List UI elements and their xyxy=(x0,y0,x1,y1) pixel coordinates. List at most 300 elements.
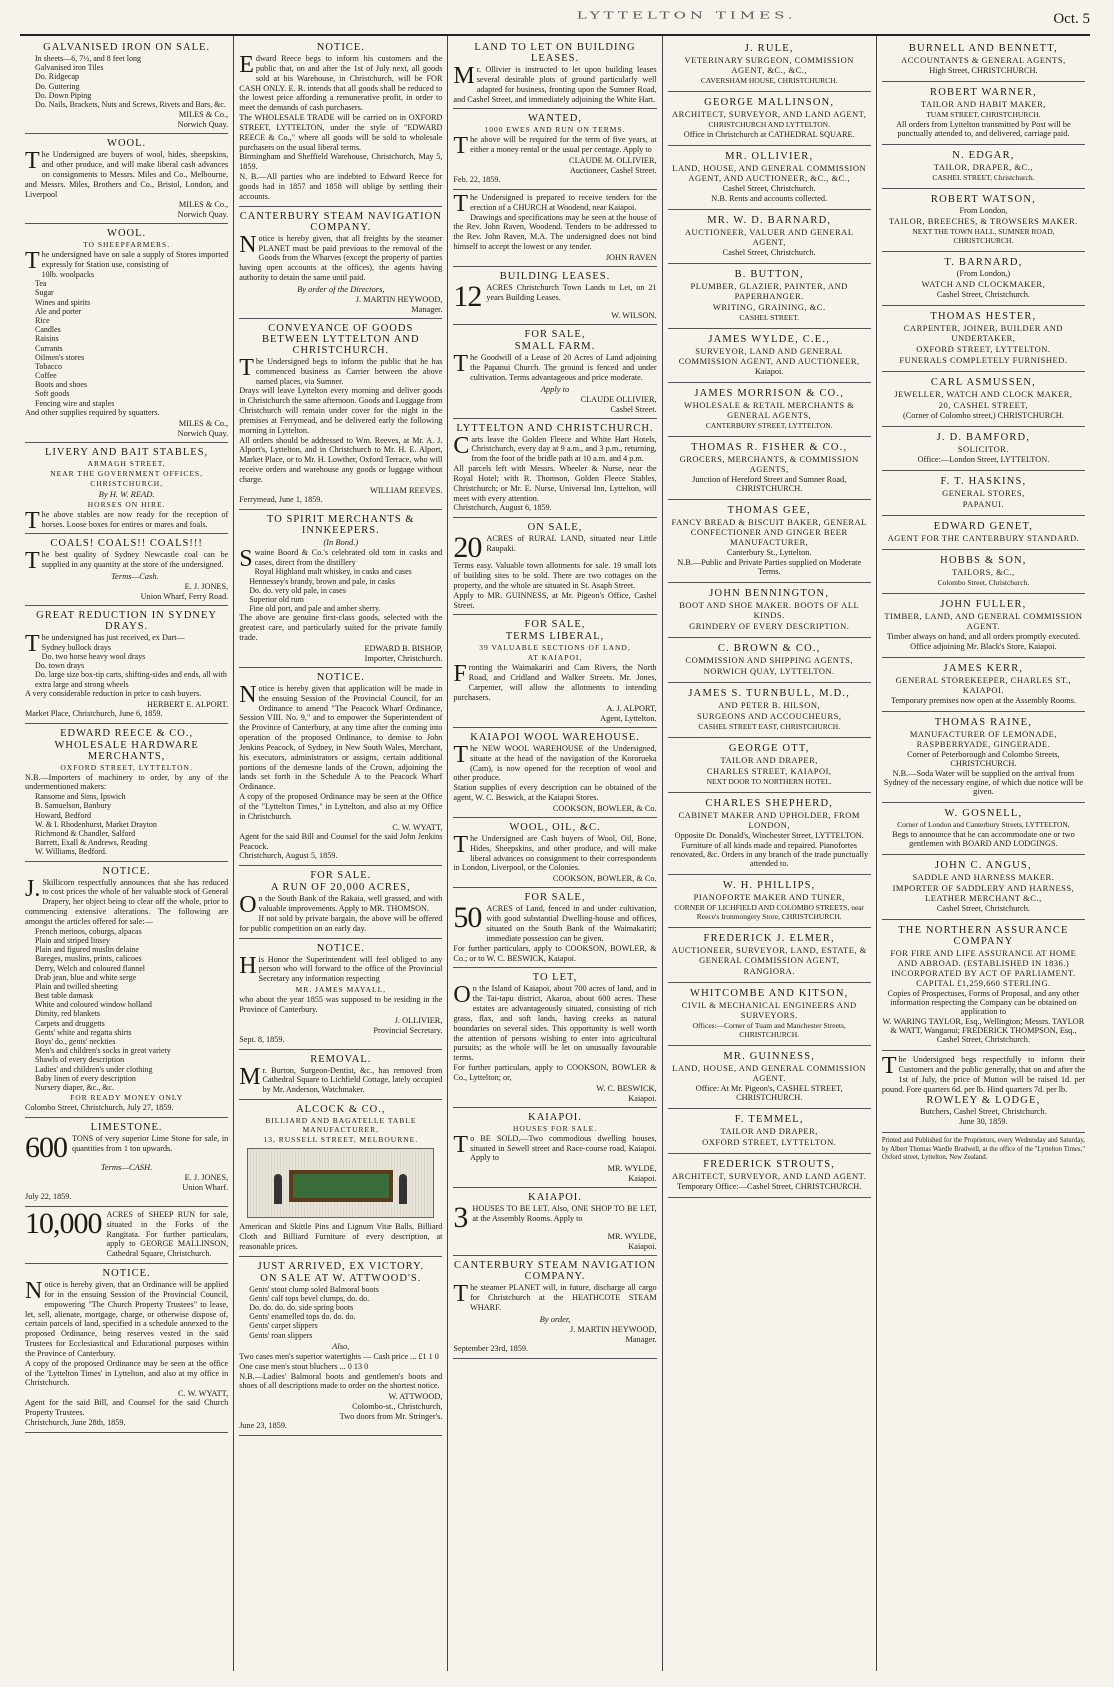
business-line-2: GRINDERY OF EVERY DESCRIPTION. xyxy=(689,621,850,631)
ad-body-3: All orders should be addressed to Wm. Reeves, at Mr. A. J. Alport's, Lyttelton, and in Christchurch to Mr. H. E. Alport, Market Place, or to Mr. H. Lowther, Oxford Terrace, who will receive orders and warehouse any goods or luggage without charge. xyxy=(239,435,443,484)
business-note: N.B. Rents and accounts collected. xyxy=(711,194,828,203)
list-item: Richmond & Chandler, Salford xyxy=(35,828,136,838)
list-item: Carpets and druggetts xyxy=(35,1018,105,1028)
list-item: Men's and children's socks in great variety xyxy=(35,1046,171,1056)
business-name: GEORGE MALLINSON, xyxy=(704,97,835,108)
business-name: JAMES S. TURNBULL, M.D., xyxy=(688,688,851,699)
signature-role: Agent, Lyttelton. xyxy=(600,713,657,723)
ad-subtitle: (In Bond.) xyxy=(323,536,359,547)
ad-building-leases xyxy=(453,267,656,325)
list-item: B. Samuelson, Banbury xyxy=(35,801,111,811)
ad-body: Notice is hereby given, that all freights by the steamer PLANET must be paid previous to the removal of the Goods from the Wharves (except the property of parties having open accounts at the offices), the agents having authority to detain the same until paid. xyxy=(239,231,443,283)
business-card xyxy=(668,983,871,1046)
ad-body-2: The WHOLESALE TRADE will be carried on in OXFORD STREET, LYTTELTON, under the style of "EDWARD REECE & Co.," where all goods will be sold to wholesale purchasers on the usual liberal terms. xyxy=(239,113,443,152)
ad-body: ACRES of Land, fenced in and under cultivation, with good substantial Dwelling-house and offices, situated on the South Bank of the Waimakariri; immediate possession can be given. xyxy=(486,904,657,943)
ad-houses-for-sale xyxy=(453,1108,656,1189)
signature: J. MARTIN HEYWOOD, xyxy=(569,1324,657,1334)
ad-line: CHRISTCHURCH, xyxy=(90,478,163,488)
business-card xyxy=(668,638,871,683)
signature: COOKSON, BOWLER, & Co. xyxy=(552,874,657,884)
business-card xyxy=(668,92,871,146)
signature-place: Kaiapoi. xyxy=(628,1242,657,1252)
ad-number: 20 xyxy=(453,531,482,565)
list-item: Superior old rum xyxy=(249,594,304,604)
ad-body-2: who about the year 1855 was supposed to be residing in the Province of Canterbury. xyxy=(239,995,443,1014)
ad-name: MR. JAMES MAYALL, xyxy=(295,985,387,995)
business-address: Temporary Office:—Cashel Street, CHRISTCHURCH. xyxy=(677,1182,862,1191)
list-item: In sheets—6, 7½, and 8 feet long xyxy=(35,54,141,63)
player-figure xyxy=(274,1174,282,1204)
player-figure xyxy=(399,1174,407,1204)
ad-body: The Undersigned begs to inform the public that he has commenced business as Carrier between the above named places, via Sumner. xyxy=(239,354,443,386)
ad-subtitle: HORSES ON HIRE. xyxy=(87,499,166,509)
ad-also: Also, xyxy=(332,1340,350,1351)
list-item: Tobacco xyxy=(35,361,62,371)
business-line: SADDLE AND HARNESS MAKER. xyxy=(912,872,1055,882)
business-line: FANCY BREAD & BISCUIT BAKER, GENERAL CONFECTIONER AND GINGER BEER MANUFACTURER, xyxy=(671,517,867,547)
business-line: AUCTIONEER, VALUER AND GENERAL AGENT, xyxy=(684,227,854,247)
ad-title: FOR SALE, xyxy=(524,892,586,904)
business-name: WHITCOMBE AND KITSON, xyxy=(689,988,849,999)
ad-note: N. B.—All parties who are indebted to Edward Reece for goods had in 1857 and 1858 will oblige by settling their accounts. xyxy=(239,172,443,201)
ad-title: CANTERBURY STEAM NAVIGATION COMPANY. xyxy=(239,210,442,233)
signature: JOHN RAVEN xyxy=(605,252,657,262)
ad-body-2: Station supplies of every description can be obtained of the agent, W. C. Beswick, at the Kaiapoi Stores. xyxy=(453,783,657,803)
signature-role: Agent for the said Bill, and Counsel for the said Church Property Trustees. xyxy=(25,1398,229,1418)
list-item: Tea xyxy=(35,279,47,289)
ad-title-2: TERMS LIBERAL, xyxy=(505,631,605,643)
business-name: MR. GUINNESS, xyxy=(723,1051,816,1062)
ad-body: Mr. Burton, Surgeon-Dentist, &c., has removed from Cathedral Square to Lichfield Cottage, lately occupied by Mr. Anderson, Watchmaker. xyxy=(239,1063,443,1095)
business-card xyxy=(882,38,1085,82)
business-address: PAPANUI. xyxy=(962,499,1005,509)
list-item: W. & I. Rhodenhurst, Market Drayton xyxy=(35,819,157,829)
signature: MILES & Co., xyxy=(178,418,229,428)
ad-body-2: Terms easy. Valuable town allotments for sale. 19 small lots of building sites to be sold. There are two cottages on the property, and the whole are situated in St. Asaph Street. xyxy=(453,561,657,590)
ad-body: Fronting the Waimakariri and Cam Rivers, the North Road, and Cridland and Walker Streets. Mr. Jones, Carpenter, will allow the allotments to intending purchasers. xyxy=(453,661,657,702)
ad-body: Two cases men's superior watertights — Cash price ... £1 1 0 xyxy=(239,1351,439,1361)
business-note: Furniture of all kinds made and repaired. Pianofortes renovated, &c. Orders in any branch of the trade punctually attended to. xyxy=(670,841,869,868)
business-name: T. BARNARD, xyxy=(944,257,1023,268)
ad-skillicorn xyxy=(25,862,228,1118)
ad-figure-row xyxy=(453,531,657,565)
signature: MILES & Co., xyxy=(178,200,229,210)
business-name: J. D. BAMFORD, xyxy=(936,432,1031,443)
ad-figure-row xyxy=(453,901,657,943)
list-item: Do. two horse heavy wool drays xyxy=(41,652,146,662)
business-card xyxy=(668,210,871,264)
signature: MR. WYLDE, xyxy=(607,1232,657,1242)
business-line: PLUMBER, GLAZIER, PAINTER, AND PAPERHANGER. xyxy=(690,281,848,301)
business-line: ARCHITECT, SURVEYOR, AND LAND AGENT, xyxy=(672,109,867,119)
signature: HERBERT E. ALPORT. xyxy=(146,699,229,709)
ad-title: LIMESTONE. xyxy=(90,1121,163,1133)
list-item: Barrett, Exall & Andrews, Reading xyxy=(35,838,148,848)
ad-title-2: SMALL FARM. xyxy=(514,340,596,352)
business-line: CIVIL & MECHANICAL ENGINEERS AND SURVEYORS. xyxy=(681,1000,857,1020)
business-address: Office:—London Street, LYTTELTON. xyxy=(917,455,1050,464)
ad-reece-notice xyxy=(239,38,442,207)
list-item: Fine old port, and pale and amber sherry. xyxy=(249,604,381,614)
ad-figure-row xyxy=(25,1130,229,1164)
business-address: TUAM STREET, CHRISTCHURCH. xyxy=(926,110,1041,119)
business-line: VETERINARY SURGEON, COMMISSION AGENT, &C., &C., xyxy=(684,55,854,75)
business-line: CARPENTER, JOINER, BUILDER AND UNDERTAKER, xyxy=(903,323,1064,343)
ad-body: HOUSES TO BE LET. Also, ONE SHOP TO BE LET, at the Assembly Rooms. Apply to xyxy=(472,1204,657,1224)
business-card xyxy=(668,793,871,875)
business-name: MR. OLLIVIER, xyxy=(725,151,814,162)
list-item: White and coloured window holland xyxy=(35,1000,152,1010)
business-address: NORWICH QUAY, LYTTELTON. xyxy=(703,666,835,676)
ad-date: Sept. 8, 1859. xyxy=(239,1034,285,1044)
item-list xyxy=(25,54,228,109)
business-note: Begs to announce that he can accommodate one or two gentlemen with BOARD AND LODGINGS. xyxy=(892,830,1075,848)
business-card xyxy=(668,583,871,638)
ad-subtitle: HOUSES FOR SALE. xyxy=(512,1123,598,1133)
business-name: CARL ASMUSSEN, xyxy=(930,377,1036,388)
ad-body: The above stables are now ready for the reception of horses. Loose boxes for entires or mares and foals. xyxy=(25,507,229,534)
list-item: Gents' white and regatta shirts xyxy=(35,1027,132,1037)
business-name: THE NORTHERN ASSURANCE COMPANY xyxy=(898,925,1069,947)
business-address: CASHEL STREET. xyxy=(739,313,799,322)
ad-title: EDWARD REECE & CO., xyxy=(60,727,194,739)
business-name: THOMAS RAINE, xyxy=(934,717,1033,728)
business-card xyxy=(668,38,871,92)
business-line: TAILORS, &C., xyxy=(952,567,1015,577)
ad-body: The Undersigned are Cash buyers of Wool, Oil, Bone, Hides, Sheepskins, and other produce, and will make liberal advances on consignment to their correspondents in London, Liverpool, or the Colonies. xyxy=(453,831,657,873)
business-line: AND PETER B. HILSON, xyxy=(718,700,821,710)
ad-date: Christchurch, June 28th, 1859. xyxy=(25,1418,126,1427)
ad-title: NOTICE. xyxy=(316,942,365,954)
business-line: AUCTIONEER, SURVEYOR, LAND, ESTATE, & GENERAL COMMISSION AGENT, xyxy=(671,945,867,965)
ad-body: The best quality of Sydney Newcastle coal can be supplied in any quantity at the store of the undersigned. xyxy=(25,548,229,575)
signature: CLAUDE OLLIVIER, xyxy=(580,394,657,404)
list-item: French merinos, coburgs, alpacas xyxy=(35,926,142,936)
list-item: Gents' carpet slippers xyxy=(249,1321,318,1331)
list-item: Oilmen's stores xyxy=(35,352,85,362)
business-address: Corner of London and Canterbury Streets, LYTTELTON, xyxy=(897,820,1070,829)
ad-title-4: AT KAIAPOI, xyxy=(527,653,583,663)
ad-date: Colombo Street, Christchurch, July 27, 1859. xyxy=(25,1103,174,1113)
column-1 xyxy=(20,36,234,1671)
list-item: Do. large size box-tip carts, shifting-sides and ends, all with extra large and strong wheels xyxy=(35,670,227,689)
list-item: Rice xyxy=(35,315,50,325)
ad-apply: Apply to xyxy=(540,383,570,394)
ad-tail: A very considerable reduction in price to cash buyers. xyxy=(25,688,202,698)
list-item: Best table damask xyxy=(35,991,94,1001)
ad-title: GALVANISED IRON ON SALE. xyxy=(43,42,211,53)
business-address: CORNER OF LICHFIELD AND COLOMBO STREETS, near Reece's Ironmongery Store, CHRISTCHURCH. xyxy=(674,903,865,921)
ad-tail: FOR READY MONEY ONLY xyxy=(70,1093,184,1103)
business-name: MR. W. D. BARNARD, xyxy=(707,215,832,226)
ad-body: On the Island of Kaiapoi, about 700 acres of land, and in the Tai-tapu district, Akaroa, about 600 acres. These estates are advantageously situated, consisting of rich grass, flax, and soft lands, having creeks as natural boundaries on several sides. This opportunity is well worth the attention of persons wishing to enter into agricultural pursuits; as the whole will be let on unusually favourable terms. xyxy=(453,982,657,1063)
ad-title: BUILDING LEASES. xyxy=(499,270,611,282)
list-item: Candles xyxy=(35,325,61,335)
business-name: ROWLEY & LODGE, xyxy=(926,1095,1041,1107)
business-address: Kaiapoi. xyxy=(755,367,784,376)
business-line: LAND, HOUSE, AND GENERAL COMMISSION AGENT. xyxy=(672,1063,867,1083)
ad-kaiapoi-sections xyxy=(453,615,656,727)
list-item: Ladies' and children's under clothing xyxy=(35,1064,153,1074)
ad-date: Market Place, Christchurch, June 6, 1859. xyxy=(25,708,163,718)
business-line: BOOT AND SHOE MAKER. BOOTS OF ALL KINDS. xyxy=(679,600,860,620)
business-name: BURNELL AND BENNETT, xyxy=(908,43,1058,54)
ad-body-2: All parcels left with Messrs. Wheeler & Nurse, near the Royal Hotel; with R. Thomson, Golden Fleece Stables, Christchurch; or Mr. E. Nurse, Universal Inn, Lyttelton, will meet with every attention. xyxy=(453,464,657,503)
business-line: MANUFACTURER OF LEMONADE, RASPBERRYADE, GINGERADE. xyxy=(909,729,1057,749)
column-4 xyxy=(663,36,877,1671)
ad-title-2: A RUN OF 20,000 ACRES, xyxy=(270,882,411,894)
business-line: ACCOUNTANTS & GENERAL AGENTS, xyxy=(901,55,1066,65)
ad-wool xyxy=(25,134,228,224)
signature-role: Manager. xyxy=(625,1334,657,1344)
business-address: CAVERSHAM HOUSE, CHRISTCHURCH. xyxy=(700,76,838,85)
ad-date: Birmingham and Sheffield Warehouse, Christchurch, May 5, 1859. xyxy=(239,152,443,172)
signature: W. C. BESWICK, xyxy=(596,1083,657,1093)
signature-place: Norwich Quay. xyxy=(177,428,229,438)
business-line-2: TAILOR, BREECHES, & TROWSERS MAKER. xyxy=(889,216,1078,226)
business-name: ROBERT WARNER, xyxy=(930,87,1037,98)
ad-subtitle: 1000 EWES AND RUN ON TERMS. xyxy=(484,125,626,135)
ad-body: The Goodwill of a Lease of 20 Acres of Land adjoining the Papanui Church. The ground is fenced and under cultivation. Terms advantageous and price moderate. xyxy=(453,350,657,382)
ad-galvanised-iron xyxy=(25,38,228,134)
business-line: AGENT FOR THE CANTERBURY STANDARD. xyxy=(887,533,1080,543)
business-address: CASHEL STREET, Christchurch. xyxy=(932,173,1035,182)
ad-figure-row xyxy=(453,279,657,313)
list-item: Plain and figured muslin delaine xyxy=(35,945,139,955)
list-item: Do. town drays xyxy=(35,661,85,671)
signature: MR. WYLDE, xyxy=(607,1164,657,1174)
signature-place: Union Wharf, Ferry Road. xyxy=(140,592,229,602)
business-name: JOHN BENNINGTON, xyxy=(709,588,830,599)
business-card xyxy=(882,855,1085,920)
business-address: Opposite Dr. Donald's, Winchester Street, LYTTELTON. xyxy=(674,831,864,840)
business-name: JOHN FULLER, xyxy=(940,599,1027,610)
list-item: Howard, Bedford xyxy=(35,810,91,820)
list-item: Hennessey's brandy, brown and pale, in casks xyxy=(249,576,395,586)
ad-date: Feb. 22, 1859. xyxy=(453,175,501,185)
business-address: OXFORD STREET, LYTTELTON. xyxy=(702,1137,837,1147)
business-address: Cashel Street, Christchurch. xyxy=(722,184,816,193)
business-card xyxy=(882,803,1085,855)
list-item: Gents' stout clump soled Balmoral boots xyxy=(249,1284,379,1294)
business-line-2: WRITING, GRAINING, &C. xyxy=(712,302,826,312)
business-card xyxy=(668,875,871,928)
ad-steam-heathcote xyxy=(453,1256,656,1358)
business-address: Junction of Hereford Street and Sumner Road, CHRISTCHURCH. xyxy=(692,475,847,493)
business-address: NEXT DOOR TO NORTHERN HOTEL. xyxy=(706,777,832,786)
business-name: JOHN C. ANGUS, xyxy=(935,860,1032,871)
signature: E. J. JONES, xyxy=(184,582,229,592)
business-card xyxy=(882,82,1085,145)
business-card xyxy=(882,372,1085,427)
ad-body-2: For further particulars, apply to COOKSON, BOWLER, & Co.; or to W. C. BESWICK, Kaiapoi. xyxy=(453,943,657,963)
ad-removal xyxy=(239,1050,442,1101)
ad-date: June 23, 1859. xyxy=(239,1421,287,1431)
ad-title: LIVERY AND BAIT STABLES, xyxy=(45,446,209,458)
ad-body: Carts leave the Golden Fleece and White Hart Hotels, Christchurch, every day at 9 a.m., and 3 p.m., returning, from the foot of the bridle path at 10 a.m. and 4 p.m. xyxy=(453,432,657,464)
business-name: W. GOSNELL, xyxy=(944,808,1023,819)
billiard-table xyxy=(289,1170,393,1203)
business-line: SURVEYOR, LAND AND GENERAL COMMISSION AGENT, AND AUCTIONEER, xyxy=(678,346,860,366)
ad-title: TO LET, xyxy=(532,972,578,984)
business-address: CANTERBURY STREET, LYTTELTON. xyxy=(705,421,833,430)
business-card xyxy=(882,145,1085,189)
business-name: JAMES WYLDE, C.E., xyxy=(708,334,831,345)
business-line: TIMBER, LAND, AND GENERAL COMMISSION AGENT. xyxy=(884,611,1083,631)
column-2 xyxy=(234,36,448,1671)
ad-address: 13, RUSSELL STREET, MELBOURNE. xyxy=(263,1135,419,1145)
business-card xyxy=(882,920,1085,1051)
signature: WILLIAM REEVES. xyxy=(370,485,443,495)
business-card xyxy=(668,264,871,329)
business-card xyxy=(668,383,871,437)
list-item: Baby linen of every description xyxy=(35,1073,136,1083)
ad-terms: Terms—Cash. xyxy=(111,571,159,582)
business-address: High Street, CHRISTCHURCH. xyxy=(929,66,1038,75)
business-note: All orders from Lyttelton transmitted by Post will be punctually attended to, and delivered, carriage paid. xyxy=(896,120,1071,138)
business-address: Cashel Street, Christchurch. xyxy=(936,904,1030,913)
ad-body: Edward Reece begs to inform his customers and the public that, on and after the 1st of July next, all goods sold at his Warehouse, in Christchurch, will be FOR CASH ONLY. E. R. intends that all goods shall be reduced to the lowest price affording a remunerative profit, in order to meet the demands of cash purchasers. xyxy=(239,52,443,113)
item-list xyxy=(239,1285,442,1340)
signature: C. W. WYATT, xyxy=(178,1389,229,1399)
business-card xyxy=(882,1051,1085,1133)
ad-body-3: N.B.—Ladies' Balmoral boots and gentlemen's boots and shoes of all descriptions made to order on the shortest notice. xyxy=(239,1371,443,1391)
ad-body: Notice is hereby given that application will be made in the ensuing Session of the Provincial Council, for an Ordinance to amend "The Peacock Wharf Ordinance, Session VIII. No. 9," and to empower the Superintendent of the Province of Canterbury, at any time after the coming into operation of the proposed Ordinance, to demise to John Jenkins Peacock, of Sydney, in New South Wales, Merchant, his executors, administrators or assigns, certain additional portions of the demesne lands of the Crown, adjoining the lands set forth in the Schedule A to the Peacock Wharf Ordinance. xyxy=(239,681,443,792)
business-line: COMMISSION AND SHIPPING AGENTS, xyxy=(685,655,853,665)
ad-subtitle: TO SHEEPFARMERS. xyxy=(83,240,171,250)
signature: COOKSON, BOWLER, & Co. xyxy=(552,803,657,813)
ad-body: ACRES of RURAL LAND, situated near Little Raupaki. xyxy=(486,534,657,554)
ad-body: Mr. Ollivier is instructed to let upon building leases several desirable plots of ground particularly well adapted for business, fronting upon the Sumner Road, and Cashel Street, and immediately adjoining the White Hart. xyxy=(453,63,657,104)
business-card xyxy=(882,427,1085,471)
ad-wool-warehouse xyxy=(453,728,656,818)
ad-body: The steamer PLANET will, in future, discharge all cargo for Christchurch at the HEATHCOTE STEAM WHARF. xyxy=(453,1281,657,1312)
business-card xyxy=(668,329,871,383)
ad-body: His Honor the Superintendent will feel obliged to any person who will forward to the office of the Provincial Secretary any information respecting xyxy=(239,952,443,984)
signature-role: Auctioneer, Cashel Street. xyxy=(569,166,657,176)
ad-figure-row xyxy=(25,1206,229,1259)
business-line: ARCHITECT, SURVEYOR, AND LAND AGENT. xyxy=(672,1171,867,1181)
signature-place: Norwich Quay. xyxy=(177,210,229,220)
list-item: Boots and shoes xyxy=(35,380,87,390)
ad-steam-navigation xyxy=(239,207,442,319)
ad-spirit-merchants xyxy=(239,510,442,668)
ad-title: COALS! COALS!! COALS!!! xyxy=(50,538,203,550)
signature-place: Norwich Quay. xyxy=(177,120,229,130)
ad-order: By order, xyxy=(539,1313,571,1324)
list-item: Gents' enamelled tops do. do. do. xyxy=(249,1312,356,1322)
ad-body: N.B.—Importers of machinery to order, by any of the undermentioned makers: xyxy=(25,772,229,792)
ad-body-2: A copy of the proposed Ordinance may be seen at the Office of the "Lyttelton Times," in Lyttelton, and also at my Office in Christchurch. xyxy=(239,792,443,821)
list-item: Do. Ridgecap xyxy=(35,72,79,82)
business-line: FOR FIRE AND LIFE ASSURANCE AT HOME AND ABROAD. (ESTABLISHED IN 1836.) INCORPORATED BY ACT OF PARLIAMENT. CAPITAL £1,259,660 STERLING. xyxy=(890,948,1077,988)
ad-title: NOTICE. xyxy=(102,865,151,877)
business-card xyxy=(882,594,1085,658)
business-card xyxy=(882,189,1085,252)
list-item: Shawls of every description xyxy=(35,1055,125,1065)
page-date: Oct. 5 xyxy=(1053,10,1090,27)
ad-body: TONS of very superior Lime Stone for sale, in quantities from 1 ton upwards. xyxy=(72,1133,229,1153)
ad-livery-stables xyxy=(25,443,228,535)
business-name: B. BUTTON, xyxy=(734,269,804,280)
business-note: The Undersigned begs respectfully to inform their Customers and the public generally, that on and after the 1st of July, the price of Mutton will be raised 1d. per pound. Fore quarters 6d. per lb. Hind quarters 7d. per lb. xyxy=(881,1053,1086,1094)
business-card xyxy=(668,1154,871,1198)
list-item: Raisins xyxy=(35,334,59,344)
ad-title-3: 39 VALUABLE SECTIONS OF LAND, xyxy=(479,643,631,653)
list-item: Nursery diaper, &c., &c. xyxy=(35,1082,114,1092)
business-agents: W. WARING TAYLOR, Esq., Wellington; Messrs. TAYLOR & WATT, Wanganui; FREDERICK THOMPSON, Esq., Cashel Street, Christchurch. xyxy=(882,1017,1085,1044)
ad-body: The Undersigned is prepared to receive tenders for the erection of a CHURCH at Woodend, near Kaiapoi. xyxy=(453,190,657,217)
list-item: Wines and spirits xyxy=(35,297,91,307)
ad-coals xyxy=(25,534,228,606)
ad-title: KAIAPOI. xyxy=(528,1111,582,1123)
ad-body: Notice is hereby given, that an Ordinance will be applied for in the ensuing Session of the Provincial Council, empowering "The Church Property Trustees" to lease, let, sell, alienate, mortgage, charge, or otherwise dispose of, certain parcels of land, specified in a schedule annexed to the proposed Ordinance, being reserves vested in the said Trustees for Ecclesiastical and Educational purposes within the Province of Canterbury. xyxy=(25,1278,229,1358)
list-item: W. Williams, Bedford. xyxy=(35,847,107,857)
business-address: Canterbury St., Lyttelton. xyxy=(726,548,812,557)
ad-title: FOR SALE. xyxy=(310,870,372,882)
ad-title: CONVEYANCE OF GOODS BETWEEN LYTTELTON AND CHRISTCHURCH. xyxy=(262,322,420,356)
ad-fifty-acres xyxy=(453,888,656,968)
business-note: Temporary premises now open at the Assembly Rooms. xyxy=(890,696,1076,705)
ad-body: On the South Bank of the Rakaia, well grassed, and with valuable improvements. Apply to MR. THOMSON. xyxy=(239,892,443,919)
ad-carts xyxy=(453,419,656,519)
ad-body-2: One case men's stout bluchers ... 0 13 0 xyxy=(239,1361,369,1371)
ad-number: 3 xyxy=(453,1201,468,1235)
business-note: Office in Christchurch at CATHEDRAL SQUARE. xyxy=(683,130,855,139)
ad-line: ARMAGH STREET, xyxy=(87,458,166,468)
ad-body: The Undersigned are buyers of wool, hides, sheepskins, and other produce, and will make liberal cash advances on consignments to Messrs. Miles and Co., Melbourne, and Messrs. Miles, Brothers and Co., Bristol, London, and Liverpool xyxy=(25,148,229,199)
ad-tail: And other supplies required by squatters. xyxy=(25,407,160,417)
ad-body-2: Drays will leave Lyttelton every morning and deliver goods in Christchurch the same afternoon. Goods and Luggage from Christchurch will remain under cover for the night in the premises at Ferrymead, and be delivered early the following morning in Lyttelton. xyxy=(239,386,443,435)
running-head: LYTTELTON TIMES. xyxy=(576,10,797,21)
business-name: F. TEMMEL, xyxy=(734,1114,804,1125)
ad-line: NEAR THE GOVERNMENT OFFICES, xyxy=(50,468,203,478)
business-card xyxy=(668,1046,871,1109)
business-note: Timber always on hand, and all orders promptly executed. xyxy=(886,632,1081,641)
business-address: Offices:—Corner of Tuam and Manchester Streets, CHRISTCHURCH. xyxy=(692,1021,846,1039)
ad-church-property xyxy=(25,1264,228,1433)
business-name: HOBBS & SON, xyxy=(940,555,1027,566)
business-name: EDWARD GENET, xyxy=(933,521,1034,532)
business-card xyxy=(882,516,1085,550)
list-item: Plain and striped linsey xyxy=(35,935,110,945)
list-item: Sugar xyxy=(35,288,54,298)
ad-title: KAIAPOI WOOL WAREHOUSE. xyxy=(470,731,640,743)
ad-title: JUST ARRIVED, EX VICTORY. xyxy=(257,1260,424,1272)
ad-title: KAIAPOI. xyxy=(528,1192,582,1204)
list-item: Royal Highland malt whiskey, in casks and cases xyxy=(254,567,412,577)
signature-role: Agent for the said Bill and Counsel for the said John Jenkins Peacock. xyxy=(239,831,443,851)
signature: W. WILSON. xyxy=(611,310,657,320)
signature: J. OLLIVIER, xyxy=(394,1015,443,1025)
ad-body-2: If not sold by private bargain, the above will be offered for public competition on an early day. xyxy=(239,913,443,933)
ad-title: FOR SALE, xyxy=(524,328,586,340)
billiard-table-illustration xyxy=(247,1148,434,1218)
ad-body: ACRES Christchurch Town Lands to Let, on 21 years Building Leases. xyxy=(486,282,657,302)
list-item: Dimity, red blankets xyxy=(35,1009,101,1019)
imprint: Printed and Published for the Proprietors, every Wednesday and Saturday, by Albert Thomas Wardle Bradwell, at the office of the "Lyttelton Times," Oxford street, Lyttelton, New Zealand. xyxy=(881,1137,1086,1161)
business-address: Office adjoining Mr. Black's Store, Kaiapoi. xyxy=(910,642,1057,651)
signature: MILES & Co., xyxy=(178,110,229,120)
ad-number: 10,000 xyxy=(25,1206,102,1240)
ad-subtitle: OXFORD STREET, LYTTELTON. xyxy=(60,762,193,772)
list-item: Galvanised iron Tiles xyxy=(35,63,104,73)
ad-small-farm xyxy=(453,325,656,419)
business-name: W. H. PHILLIPS, xyxy=(722,880,816,891)
ad-title: REMOVAL. xyxy=(310,1053,372,1065)
business-line-2: CHARLES STREET, KAIAPOI, xyxy=(706,766,832,776)
ad-date: Christchurch, August 5, 1859. xyxy=(239,851,338,861)
